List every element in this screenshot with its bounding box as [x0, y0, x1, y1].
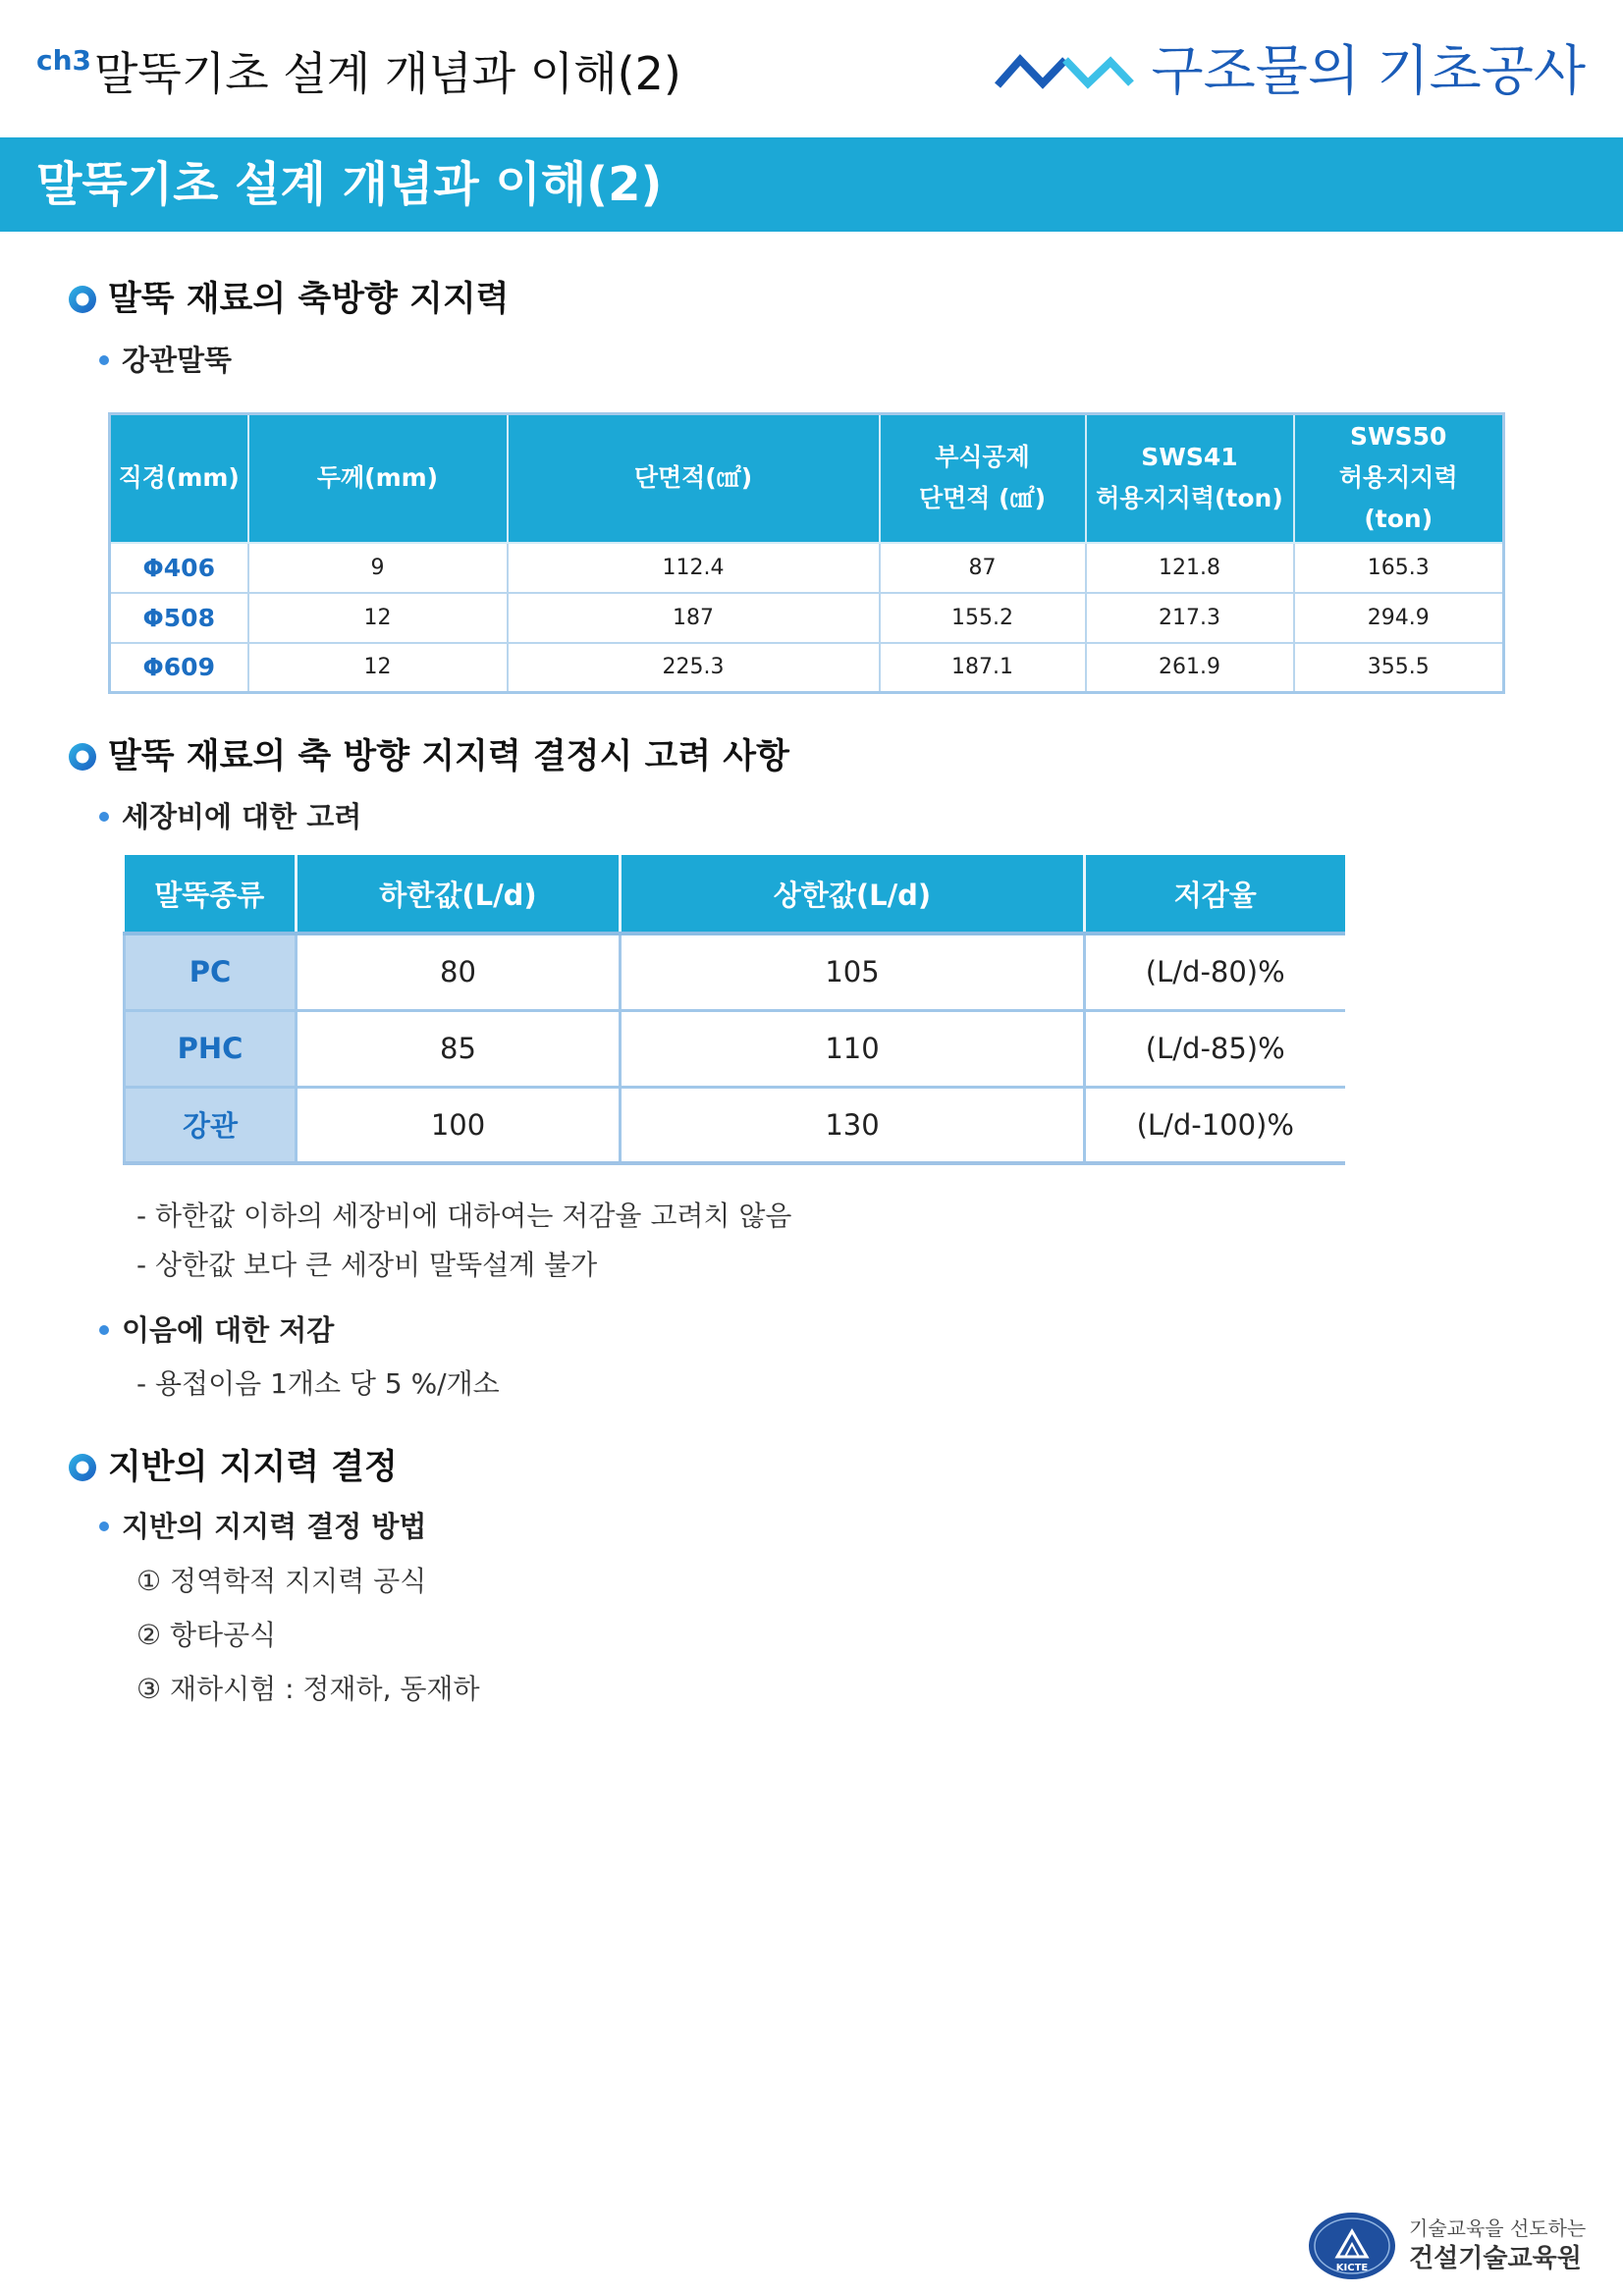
table-cell: 12: [248, 643, 508, 693]
note-weld-joint: - 용접이음 1개소 당 5 %/개소: [136, 1367, 500, 1400]
table-cell: 112.4: [508, 543, 880, 593]
steel-pipe-pile-table: [108, 412, 1505, 694]
brand-name: 구조물의 기초공사: [1151, 39, 1586, 102]
dot-bullet-icon: [99, 355, 109, 365]
table-row: [125, 934, 1345, 1010]
table-cell: 225.3: [508, 643, 880, 693]
table-row: [110, 643, 1504, 693]
dot-bullet-icon: [99, 1325, 109, 1335]
bullet-slenderness: 세장비에 대한 고려: [122, 800, 362, 833]
table-cell: Φ406: [110, 543, 248, 593]
header-sws50-capacity: SWS50 허용지지력 (ton): [1294, 414, 1504, 543]
table-header-row: [110, 414, 1504, 543]
table-cell: (L/d-85)%: [1085, 1010, 1345, 1087]
footer-tagline: 기술교육을 선도하는: [1409, 2216, 1587, 2240]
section-heading-pile-material-capacity: 말뚝 재료의 축방향 지지력: [108, 280, 510, 319]
header-corrosion-area: 부식공제 단면적 (㎠): [880, 414, 1086, 543]
table-cell: 12: [248, 593, 508, 643]
ring-bullet-icon: [68, 285, 97, 314]
table-row: [125, 1087, 1345, 1163]
banner-title: 말뚝기초 설계 개념과 이해(2): [36, 157, 663, 212]
table-cell: 80: [297, 934, 621, 1010]
chapter-label: ch3: [36, 44, 92, 77]
zigzag-wave-icon: [995, 54, 1134, 89]
table-cell: 87: [880, 543, 1086, 593]
dot-bullet-icon: [99, 1522, 109, 1531]
table-cell: 105: [621, 934, 1085, 1010]
dot-bullet-icon: [99, 812, 109, 822]
kicte-logo-icon: [1308, 2212, 1396, 2280]
table-cell: 121.8: [1086, 543, 1294, 593]
footer-org-name: 건설기술교육원: [1409, 2244, 1582, 2273]
title-banner: [0, 137, 1623, 232]
svg-text:KICTE: KICTE: [1335, 2263, 1369, 2273]
table-cell: 355.5: [1294, 643, 1504, 693]
table-row: [125, 1010, 1345, 1087]
list-item: ③ 재하시험 : 정재하, 동재하: [136, 1673, 480, 1705]
header-thickness: 두께(mm): [248, 414, 508, 543]
ring-bullet-icon: [68, 1453, 97, 1482]
table-cell: Φ508: [110, 593, 248, 643]
header-lower-limit: 하한값(L/d): [297, 855, 621, 934]
table-cell: 261.9: [1086, 643, 1294, 693]
list-item: ② 항타공식: [136, 1619, 277, 1651]
note-upper-limit: - 상한값 보다 큰 세장비 말뚝설계 불가: [136, 1249, 598, 1281]
header-reduction-rate: 저감율: [1085, 855, 1345, 934]
note-lower-limit: - 하한값 이하의 세장비에 대하여는 저감율 고려치 않음: [136, 1200, 792, 1232]
table-cell: 85: [297, 1010, 621, 1087]
bullet-ground-capacity-methods: 지반의 지지력 결정 방법: [122, 1510, 427, 1543]
table-row: [110, 593, 1504, 643]
table-cell: PC: [125, 934, 297, 1010]
bullet-steel-pipe-pile: 강관말뚝: [122, 344, 233, 377]
table-cell: 강관: [125, 1087, 297, 1163]
table-row: [110, 543, 1504, 593]
table-cell: 9: [248, 543, 508, 593]
header-pile-type: 말뚝종류: [125, 855, 297, 934]
table-cell: PHC: [125, 1010, 297, 1087]
table-cell: 130: [621, 1087, 1085, 1163]
section-heading-capacity-considerations: 말뚝 재료의 축 방향 지지력 결정시 고려 사항: [108, 737, 789, 776]
table-cell: 110: [621, 1010, 1085, 1087]
table-cell: (L/d-80)%: [1085, 934, 1345, 1010]
table-cell: 187.1: [880, 643, 1086, 693]
table-cell: 217.3: [1086, 593, 1294, 643]
table-cell: 100: [297, 1087, 621, 1163]
bullet-joint-reduction: 이음에 대한 저감: [122, 1313, 335, 1347]
table-header-row: [125, 855, 1345, 934]
table-cell: 155.2: [880, 593, 1086, 643]
slenderness-reduction-table: [123, 855, 1345, 1165]
header-section-area: 단면적(㎠): [508, 414, 880, 543]
table-cell: 165.3: [1294, 543, 1504, 593]
table-cell: (L/d-100)%: [1085, 1087, 1345, 1163]
table-cell: 187: [508, 593, 880, 643]
section-heading-ground-capacity: 지반의 지지력 결정: [108, 1448, 398, 1487]
ring-bullet-icon: [68, 742, 97, 772]
header-upper-limit: 상한값(L/d): [621, 855, 1085, 934]
document-title: 말뚝기초 설계 개념과 이해(2): [94, 47, 681, 100]
header-sws41-capacity: SWS41 허용지지력(ton): [1086, 414, 1294, 543]
list-item: ① 정역학적 지지력 공식: [136, 1565, 427, 1597]
table-cell: 294.9: [1294, 593, 1504, 643]
table-cell: Φ609: [110, 643, 248, 693]
header-diameter: 직경(mm): [110, 414, 248, 543]
